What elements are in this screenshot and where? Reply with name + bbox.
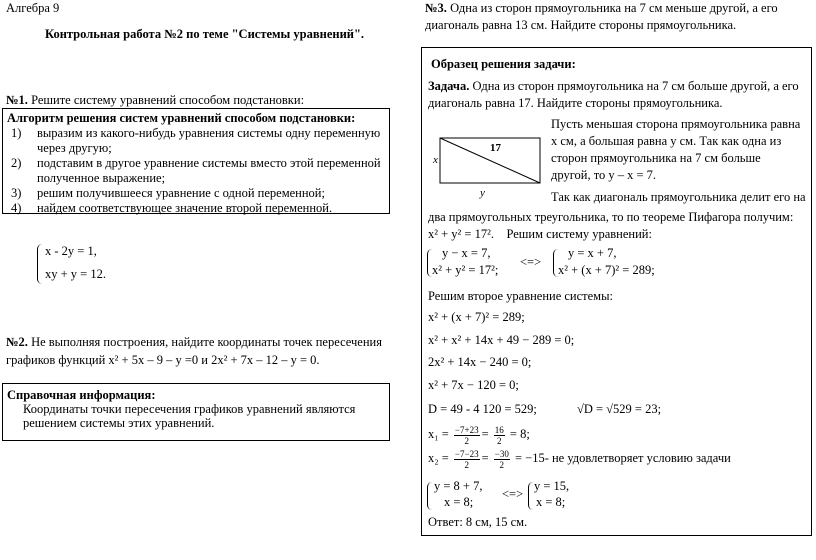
sample-box xyxy=(421,47,812,536)
eq-step1: x² + (x + 7)² = 289; xyxy=(428,310,525,324)
sample-p2c: x² + y² = 17². Решим систему уравнений: xyxy=(428,227,652,241)
figure-diag-label: 17 xyxy=(490,142,501,154)
solve2-text: Решим второе уравнение системы: xyxy=(428,289,613,303)
subject-label: Алгебра 9 xyxy=(6,1,60,15)
sample-task xyxy=(428,78,808,112)
task2-label: №2. xyxy=(6,335,28,349)
task3-text: Одна из сторон прямоугольника на 7 см меньше другой, а его диагональ равна 13 см. Найдите стороны прямоугольника. xyxy=(425,1,778,32)
task1-text: Решите систему уравнений способом подстановки: xyxy=(31,93,305,107)
sysA-eq2: x² + y² = 17²; xyxy=(432,263,499,277)
task1-label: №1. xyxy=(6,93,28,107)
root-x2-note: не удовлетворяет условию задачи xyxy=(551,451,731,465)
eq-step4: x² + 7x − 120 = 0; xyxy=(428,378,519,392)
task2-text: Не выполняя построения, найдите координаты точек пересечения графиков функций x² + 5x – 9 – y =0 и 2x² + 7x – 12 – y = 0. xyxy=(6,335,382,367)
sample-p1: Пусть меньшая сторона прямоугольника равна х см, а большая равна у см. Так как одна из сторон прямоугольника на 7 см больше другой, то y – x = 7. xyxy=(551,117,801,182)
final-sys1-brace xyxy=(427,482,432,510)
algorithm-step: 2) подставим в другое уравнение системы вместо этой переменной полученное выражение; xyxy=(11,156,381,185)
reference-text: Координаты точки пересечения графиков уравнений являются решением системы этих уравнений. xyxy=(23,402,356,430)
sample-title: Образец решения задачи: xyxy=(431,57,576,71)
answer: Ответ: 8 см, 15 см. xyxy=(428,515,528,529)
algorithm-title: Алгоритм решения систем уравнений способом подстановки: xyxy=(7,111,356,125)
system1-brace xyxy=(37,244,42,284)
reference-title: Справочная информация: xyxy=(7,388,156,402)
system1-eq2: xy + y = 12. xyxy=(45,267,106,281)
system1-eq1: x - 2y = 1, xyxy=(45,244,97,258)
final-sys2-eq2: x = 8; xyxy=(536,495,566,509)
sample-task-label: Задача. xyxy=(428,79,470,93)
sysB-eq2: x² + (x + 7)² = 289; xyxy=(558,263,655,277)
sysB-eq1: y = x + 7, xyxy=(568,246,617,260)
final-sys2-eq1: y = 15, xyxy=(534,479,570,493)
task3 xyxy=(425,0,810,34)
task1 xyxy=(6,92,304,108)
root-x2: x₂ = $\frac{-7-23}{2}$ = $\frac{-30}{2}$ = −15- не удовлетворяет условию задачи xyxy=(428,448,731,470)
eq-step3: 2x² + 14x − 240 = 0; xyxy=(428,355,532,369)
figure-x-label: x xyxy=(433,154,438,166)
final-equiv-arrow: <=> xyxy=(502,487,524,501)
task2 xyxy=(6,333,396,369)
rectangle-figure xyxy=(428,133,546,193)
sample-task-text: Одна из сторон прямоугольника на 7 см больше другой, а его диагональ равна 17. Найдите стороны прямоугольника. xyxy=(428,79,799,110)
algorithm-step: 3) решим получившееся уравнение с одной переменной; xyxy=(11,186,325,200)
sample-p2a: Так как диагональ прямоугольника делит его на xyxy=(551,190,806,204)
reference-box xyxy=(2,383,390,441)
algorithm-step: 4) найдем соответствующее значение второй переменной. xyxy=(11,201,333,215)
algorithm-step: 1) выразим из какого-нибудь уравнения системы одну переменную через другую; xyxy=(11,126,381,155)
final-sys2-brace xyxy=(528,482,533,510)
equiv-arrow: <=> xyxy=(520,255,542,269)
eq-step2: x² + x² + 14x + 49 − 289 = 0; xyxy=(428,333,575,347)
sqrt-discriminant: √D = √529 = 23; xyxy=(577,402,662,416)
figure-y-label: y xyxy=(480,187,485,199)
sysA-eq1: y − x = 7, xyxy=(442,246,491,260)
sample-p2b: два прямоугольных треугольника, то по теореме Пифагора получим: xyxy=(428,210,794,224)
task3-label: №3. xyxy=(425,1,447,15)
final-sys1-eq1: y = 8 + 7, xyxy=(434,479,483,493)
algorithm-box xyxy=(2,108,390,214)
discriminant: D = 49 - 4 120 = 529; xyxy=(428,402,537,416)
root-x1: x₁ = $\frac{-7+23}{2}$ = $\frac{16}{2}$ = 8; xyxy=(428,424,530,446)
final-sys1-eq2: x = 8; xyxy=(444,495,474,509)
page-title: Контрольная работа №2 по теме "Системы уравнений". xyxy=(45,27,365,41)
